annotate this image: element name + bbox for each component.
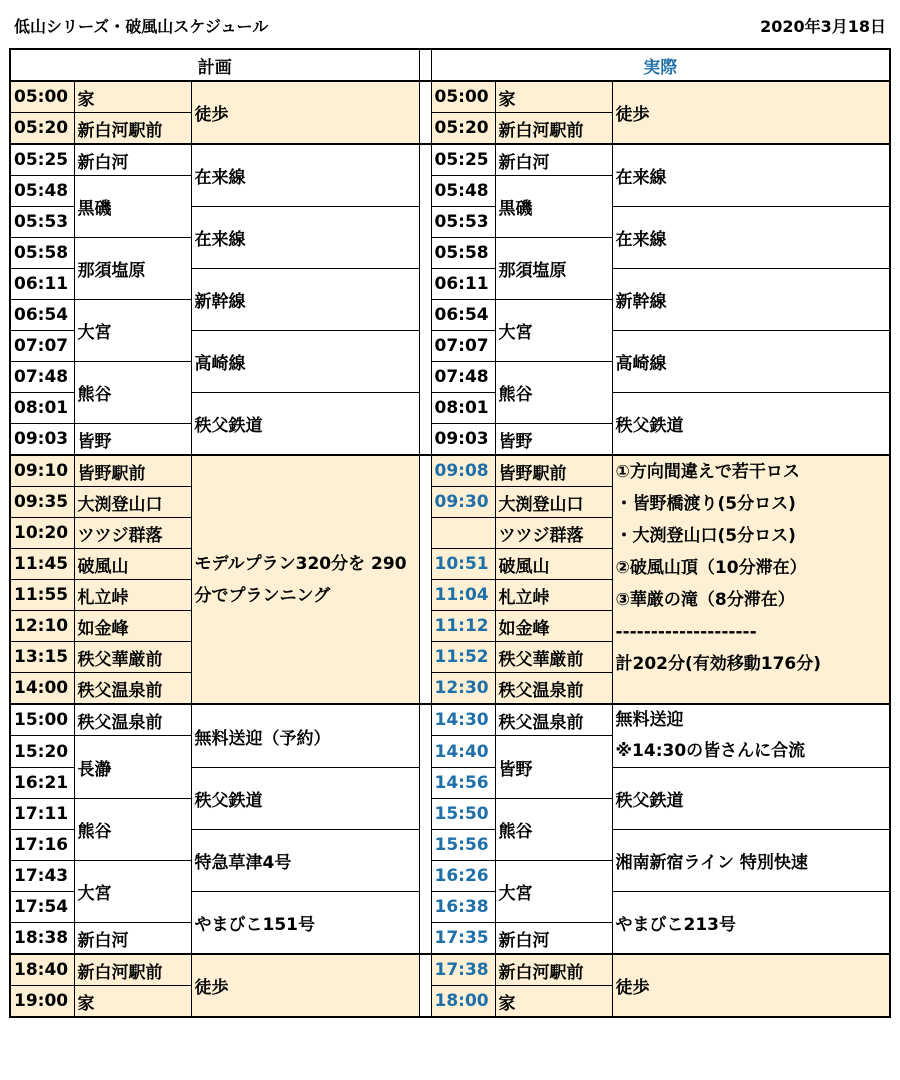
plan-place: 黒磯 bbox=[74, 176, 191, 238]
column-gap bbox=[419, 580, 431, 611]
actual-method bbox=[612, 704, 890, 768]
plan-time: 17:11 bbox=[10, 799, 74, 830]
actual-method: 在来線 bbox=[612, 144, 890, 207]
column-gap bbox=[419, 362, 431, 393]
actual-time: 14:30 bbox=[431, 704, 495, 736]
actual-place: 新白河駅前 bbox=[495, 954, 612, 986]
column-gap bbox=[419, 704, 431, 736]
column-gap bbox=[419, 861, 431, 892]
column-gap bbox=[419, 144, 431, 176]
plan-method: 秩父鉄道 bbox=[191, 393, 419, 456]
plan-time: 11:45 bbox=[10, 549, 74, 580]
actual-time: 11:12 bbox=[431, 611, 495, 642]
plan-time: 10:20 bbox=[10, 518, 74, 549]
actual-time: 06:54 bbox=[431, 300, 495, 331]
column-gap bbox=[419, 113, 431, 145]
plan-method: やまびこ151号 bbox=[191, 892, 419, 955]
table-row bbox=[10, 144, 890, 176]
actual-place: 熊谷 bbox=[495, 362, 612, 424]
plan-time: 05:20 bbox=[10, 113, 74, 145]
column-gap bbox=[419, 81, 431, 113]
plan-time: 18:38 bbox=[10, 923, 74, 955]
plan-place: 秩父華厳前 bbox=[74, 642, 191, 673]
plan-time: 06:54 bbox=[10, 300, 74, 331]
column-gap bbox=[419, 642, 431, 673]
actual-time: 05:00 bbox=[431, 81, 495, 113]
actual-time: 09:03 bbox=[431, 424, 495, 456]
plan-place: 新白河駅前 bbox=[74, 113, 191, 145]
plan-place: 大宮 bbox=[74, 300, 191, 362]
actual-method: 徒歩 bbox=[612, 81, 890, 144]
table-row bbox=[10, 954, 890, 986]
actual-time: 12:30 bbox=[431, 673, 495, 705]
actual-place: 新白河 bbox=[495, 144, 612, 176]
plan-time: 11:55 bbox=[10, 580, 74, 611]
column-gap bbox=[419, 207, 431, 238]
actual-place: 皆野 bbox=[495, 736, 612, 799]
column-gap bbox=[419, 549, 431, 580]
hike-note-line: ・皆野橋渡り(5分ロス) bbox=[615, 494, 796, 514]
column-gap bbox=[419, 799, 431, 830]
plan-time: 15:20 bbox=[10, 736, 74, 768]
plan-method: 徒歩 bbox=[191, 954, 419, 1017]
plan-place: 皆野 bbox=[74, 424, 191, 456]
plan-time: 12:10 bbox=[10, 611, 74, 642]
column-gap bbox=[419, 954, 431, 986]
actual-place: 熊谷 bbox=[495, 799, 612, 861]
plan-time: 07:48 bbox=[10, 362, 74, 393]
actual-time: 14:40 bbox=[431, 736, 495, 768]
actual-place: 大宮 bbox=[495, 861, 612, 923]
plan-method: 無料送迎（予約） bbox=[191, 704, 419, 768]
actual-place: 秩父温泉前 bbox=[495, 704, 612, 736]
column-gap bbox=[419, 923, 431, 955]
actual-time: 05:53 bbox=[431, 207, 495, 238]
actual-place: 家 bbox=[495, 986, 612, 1018]
actual-time: 05:25 bbox=[431, 144, 495, 176]
plan-time: 05:00 bbox=[10, 81, 74, 113]
actual-place: 破風山 bbox=[495, 549, 612, 580]
actual-time: 16:26 bbox=[431, 861, 495, 892]
plan-method: 新幹線 bbox=[191, 269, 419, 331]
plan-time: 07:07 bbox=[10, 331, 74, 362]
plan-place: 大宮 bbox=[74, 861, 191, 923]
plan-method: 在来線 bbox=[191, 144, 419, 207]
actual-method: 在来線 bbox=[612, 207, 890, 269]
actual-place: 黒磯 bbox=[495, 176, 612, 238]
column-gap bbox=[419, 455, 431, 487]
column-gap bbox=[419, 736, 431, 768]
actual-method: やまびこ213号 bbox=[612, 892, 890, 955]
plan-place: ツツジ群落 bbox=[74, 518, 191, 549]
plan-method: モデルプラン320分を 290分でプランニング bbox=[191, 455, 419, 704]
actual-time: 17:38 bbox=[431, 954, 495, 986]
schedule-date: 2020年3月18日 bbox=[760, 17, 886, 36]
actual-place: 皆野駅前 bbox=[495, 455, 612, 487]
hike-note-line: 計202分(有効移動176分) bbox=[615, 654, 822, 674]
actual-time bbox=[431, 518, 495, 549]
plan-place: 破風山 bbox=[74, 549, 191, 580]
plan-place: 新白河 bbox=[74, 144, 191, 176]
actual-place: 新白河 bbox=[495, 923, 612, 955]
plan-time: 17:43 bbox=[10, 861, 74, 892]
table-row bbox=[10, 704, 890, 736]
table-row bbox=[10, 81, 890, 113]
actual-time: 08:01 bbox=[431, 393, 495, 424]
column-gap bbox=[419, 300, 431, 331]
plan-method: 高崎線 bbox=[191, 331, 419, 393]
plan-time: 17:16 bbox=[10, 830, 74, 861]
column-gap bbox=[419, 986, 431, 1018]
plan-place: 札立峠 bbox=[74, 580, 191, 611]
plan-time: 08:01 bbox=[10, 393, 74, 424]
hike-note-line: ③華厳の滝（8分滞在） bbox=[615, 590, 795, 610]
plan-time: 09:35 bbox=[10, 487, 74, 518]
plan-place: 新白河駅前 bbox=[74, 954, 191, 986]
actual-method: 秩父鉄道 bbox=[612, 768, 890, 830]
actual-time: 07:48 bbox=[431, 362, 495, 393]
plan-header: 計画 bbox=[10, 49, 419, 81]
plan-time: 05:48 bbox=[10, 176, 74, 207]
actual-place: 大宮 bbox=[495, 300, 612, 362]
plan-place: 皆野駅前 bbox=[74, 455, 191, 487]
column-gap bbox=[419, 518, 431, 549]
actual-time: 15:56 bbox=[431, 830, 495, 861]
plan-time: 19:00 bbox=[10, 986, 74, 1018]
plan-time: 05:58 bbox=[10, 238, 74, 269]
plan-time: 15:00 bbox=[10, 704, 74, 736]
column-gap bbox=[419, 269, 431, 300]
actual-method: 秩父鉄道 bbox=[612, 393, 890, 456]
hike-note-line: ①方向間違えで若干ロス bbox=[615, 462, 800, 482]
actual-time: 11:04 bbox=[431, 580, 495, 611]
plan-method: 秩父鉄道 bbox=[191, 768, 419, 830]
schedule-table bbox=[9, 48, 891, 1018]
actual-time: 09:08 bbox=[431, 455, 495, 487]
hike-note-line: -------------------- bbox=[615, 622, 757, 642]
actual-header: 実際 bbox=[431, 49, 890, 81]
actual-place: 如金峰 bbox=[495, 611, 612, 642]
actual-place: 家 bbox=[495, 81, 612, 113]
plan-place: 秩父温泉前 bbox=[74, 673, 191, 705]
plan-time: 14:00 bbox=[10, 673, 74, 705]
plan-place: 家 bbox=[74, 986, 191, 1018]
page-title: 低山シリーズ・破風山スケジュール bbox=[14, 17, 269, 36]
actual-time: 07:07 bbox=[431, 331, 495, 362]
plan-place: 新白河 bbox=[74, 923, 191, 955]
column-gap bbox=[419, 892, 431, 923]
actual-time: 14:56 bbox=[431, 768, 495, 799]
actual-method: 新幹線 bbox=[612, 269, 890, 331]
actual-method: 湘南新宿ライン 特別快速 bbox=[612, 830, 890, 892]
actual-time: 06:11 bbox=[431, 269, 495, 300]
plan-place: 那須塩原 bbox=[74, 238, 191, 300]
plan-method: 在来線 bbox=[191, 207, 419, 269]
column-gap bbox=[419, 424, 431, 456]
actual-time: 16:38 bbox=[431, 892, 495, 923]
plan-method: 特急草津4号 bbox=[191, 830, 419, 892]
actual-place: 秩父温泉前 bbox=[495, 673, 612, 705]
column-gap bbox=[419, 238, 431, 269]
column-gap bbox=[419, 393, 431, 424]
column-gap bbox=[419, 487, 431, 518]
plan-place: 秩父温泉前 bbox=[74, 704, 191, 736]
actual-place: 札立峠 bbox=[495, 580, 612, 611]
actual-time: 09:30 bbox=[431, 487, 495, 518]
plan-place: 如金峰 bbox=[74, 611, 191, 642]
plan-place: 長瀞 bbox=[74, 736, 191, 799]
actual-place: ツツジ群落 bbox=[495, 518, 612, 549]
plan-place: 熊谷 bbox=[74, 362, 191, 424]
plan-method: 徒歩 bbox=[191, 81, 419, 144]
column-gap bbox=[419, 176, 431, 207]
plan-time: 18:40 bbox=[10, 954, 74, 986]
column-gap bbox=[419, 768, 431, 799]
actual-time: 05:58 bbox=[431, 238, 495, 269]
actual-time: 05:48 bbox=[431, 176, 495, 207]
hike-note-line: ・大渕登山口(5分ロス) bbox=[615, 526, 796, 546]
column-gap bbox=[419, 331, 431, 362]
actual-place: 那須塩原 bbox=[495, 238, 612, 300]
actual-time: 05:20 bbox=[431, 113, 495, 145]
hike-notes bbox=[612, 455, 890, 704]
plan-time: 16:21 bbox=[10, 768, 74, 799]
actual-time: 15:50 bbox=[431, 799, 495, 830]
actual-method: 徒歩 bbox=[612, 954, 890, 1017]
plan-place: 家 bbox=[74, 81, 191, 113]
actual-place: 新白河駅前 bbox=[495, 113, 612, 145]
actual-place: 秩父華厳前 bbox=[495, 642, 612, 673]
plan-time: 17:54 bbox=[10, 892, 74, 923]
plan-time: 06:11 bbox=[10, 269, 74, 300]
plan-time: 05:53 bbox=[10, 207, 74, 238]
actual-time: 18:00 bbox=[431, 986, 495, 1018]
actual-time: 10:51 bbox=[431, 549, 495, 580]
column-gap bbox=[419, 611, 431, 642]
shuttle-note: ※14:30の皆さんに合流 bbox=[615, 741, 806, 761]
actual-time: 17:35 bbox=[431, 923, 495, 955]
schedule-body bbox=[10, 81, 890, 1017]
hike-note-line: ②破風山頂（10分滞在） bbox=[615, 558, 807, 578]
plan-time: 05:25 bbox=[10, 144, 74, 176]
actual-place: 皆野 bbox=[495, 424, 612, 456]
plan-place: 大渕登山口 bbox=[74, 487, 191, 518]
shuttle-label: 無料送迎 bbox=[615, 710, 684, 730]
plan-place: 熊谷 bbox=[74, 799, 191, 861]
column-gap bbox=[419, 49, 431, 81]
plan-time: 13:15 bbox=[10, 642, 74, 673]
actual-time: 11:52 bbox=[431, 642, 495, 673]
actual-place: 大渕登山口 bbox=[495, 487, 612, 518]
table-row bbox=[10, 455, 890, 487]
column-gap bbox=[419, 673, 431, 705]
plan-time: 09:10 bbox=[10, 455, 74, 487]
column-gap bbox=[419, 830, 431, 861]
actual-method: 高崎線 bbox=[612, 331, 890, 393]
plan-time: 09:03 bbox=[10, 424, 74, 456]
